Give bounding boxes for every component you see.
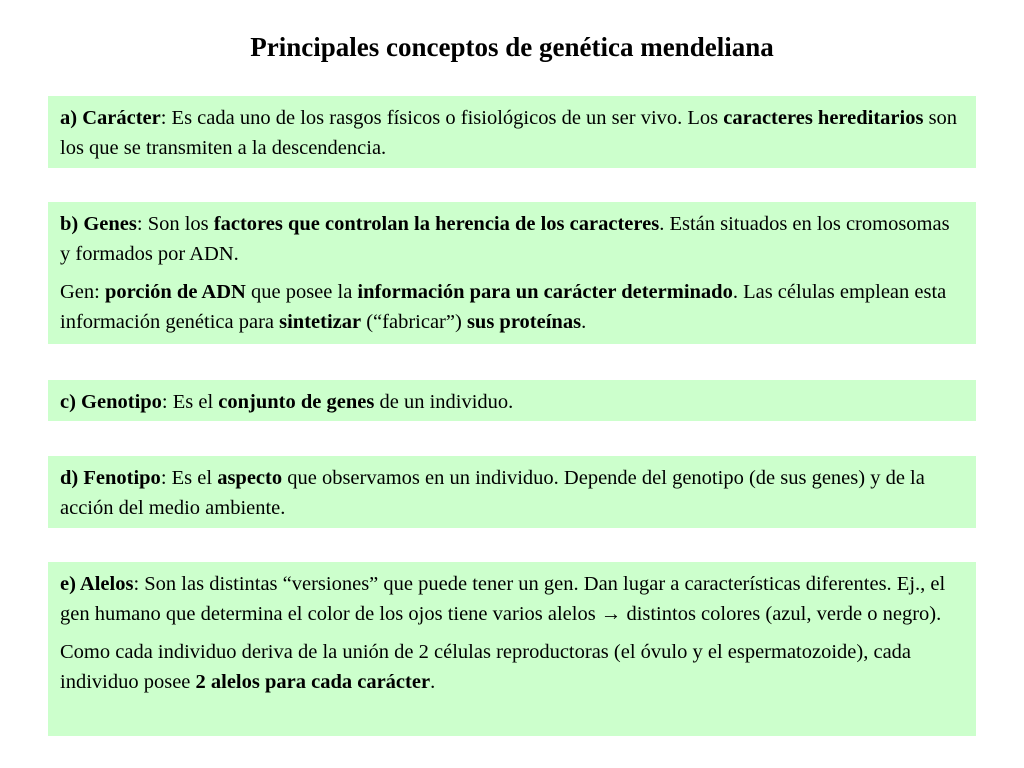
concept-emphasis: conjunto de genes <box>218 391 375 413</box>
concept-text: : Es el <box>160 467 218 489</box>
concept-box-caracter <box>48 96 976 168</box>
page-title: Principales conceptos de genética mendeliana <box>250 32 774 62</box>
concept-text: que observamos en un individuo. Depende del genotipo (de sus genes) y de la acción del medio ambiente. <box>60 467 925 519</box>
concept-text: : Es cada uno de los rasgos físicos o fisiológicos de un ser vivo. Los <box>160 107 724 129</box>
concept-text: : Es el <box>161 391 219 413</box>
concept-emphasis: 2 alelos para cada carácter <box>195 671 431 693</box>
concept-text: de un individuo. <box>374 391 514 413</box>
concept-emphasis: aspecto <box>217 467 283 489</box>
concept-emphasis: sintetizar <box>279 311 362 333</box>
concept-text: . Están situados en los cromosomas y formados por ADN. <box>60 213 950 265</box>
concept-text: . <box>581 311 587 333</box>
concept-paragraph <box>60 637 964 697</box>
concept-emphasis: factores que controlan la herencia de los caracteres <box>213 213 660 235</box>
concept-text: : Son las distintas “versiones” que puede tener un gen. Dan lugar a características diferentes. Ej., el gen humano que determina el color de los ojos tiene varios alelos → distintos colores (azul, verde o negro). <box>60 573 946 625</box>
concept-emphasis: porción de ADN <box>104 281 246 303</box>
concept-paragraph <box>60 463 964 523</box>
concept-text: Como cada individuo deriva de la unión de 2 células reproductoras (el óvulo y el espermatozoide), cada individuo posee <box>60 641 912 693</box>
concept-text: . Las células emplean esta información genética para <box>60 281 947 333</box>
concept-box-genes <box>48 202 976 344</box>
concept-paragraph <box>60 277 964 337</box>
concept-paragraph <box>60 387 964 417</box>
concept-term: d) Fenotipo <box>60 467 161 489</box>
concept-term: b) Genes <box>60 213 137 235</box>
concept-emphasis: información para un carácter determinado <box>357 281 733 303</box>
concept-paragraph <box>60 209 964 269</box>
concept-term: a) Carácter <box>60 107 161 129</box>
concept-emphasis: caracteres hereditarios <box>723 107 924 129</box>
concept-paragraph <box>60 569 964 629</box>
concept-box-genotipo <box>48 380 976 421</box>
concept-term: c) Genotipo <box>60 391 162 413</box>
concept-emphasis: sus proteínas <box>466 311 582 333</box>
concept-text: . <box>430 671 436 693</box>
concept-box-alelos <box>48 562 976 736</box>
concept-term: e) Alelos <box>60 573 134 595</box>
concept-text: : Son los <box>136 213 214 235</box>
concept-text: que posee la <box>245 281 358 303</box>
concept-text: (“fabricar”) <box>361 311 467 333</box>
concept-text: son los que se transmiten a la descendencia. <box>60 107 958 159</box>
concept-text: Gen: <box>60 281 105 303</box>
concept-paragraph <box>60 103 964 163</box>
concept-box-fenotipo <box>48 456 976 528</box>
